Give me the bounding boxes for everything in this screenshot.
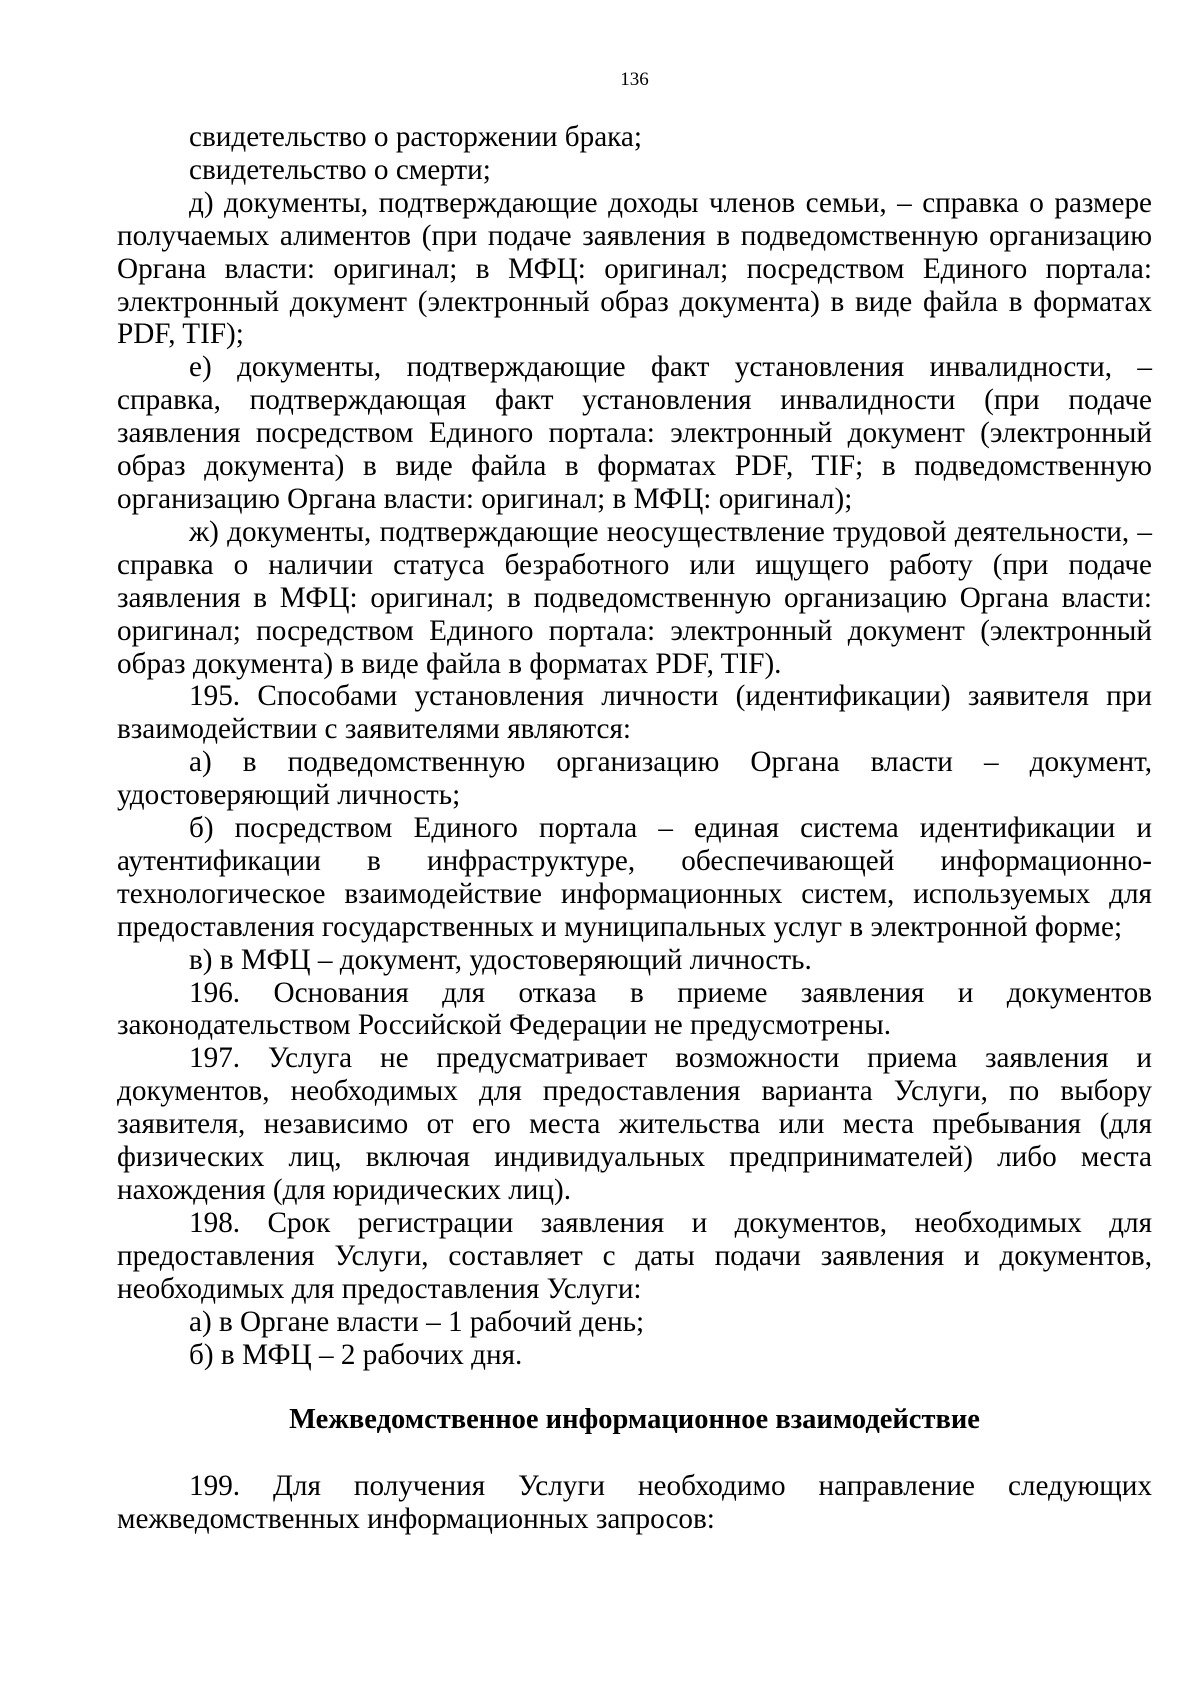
section-heading: Межведомственное информационное взаимодействие [289, 1404, 980, 1436]
paragraph: б) в МФЦ – 2 рабочих дня. [189, 1338, 523, 1371]
paragraph: свидетельство о смерти; [189, 153, 491, 186]
paragraph: 196. Основания для отказа в приеме заявления и документов законодательством Российской Федерации не предусмотрены. [117, 976, 1152, 1042]
paragraph: д) документы, подтверждающие доходы членов семьи, – справка о размере получаемых алиментов (при подаче заявления в подведомственную организацию Органа власти: оригинал; в МФЦ: оригинал; посредством Единого портала: электронный документ (электронный образ документа) в виде файла в форматах PDF, TIF); [117, 186, 1152, 351]
paragraph: 198. Срок регистрации заявления и документов, необходимых для предоставления Услуги, составляет с даты подачи заявления и документов, необходимых для предоставления Услуги: [117, 1206, 1152, 1305]
paragraph: е) документы, подтверждающие факт установления инвалидности, – справка, подтверждающая факт установления инвалидности (при подаче заявления посредством Единого портала: электронный документ (электронный образ документа) в виде файла в форматах PDF, TIF; в подведомственную организацию Органа власти: оригинал; в МФЦ: оригинал); [117, 351, 1152, 515]
paragraph: 195. Способами установления личности (идентификации) заявителя при взаимодействии с заявителями являются: [117, 680, 1152, 746]
paragraph: 199. Для получения Услуги необходимо направление следующих межведомственных информационных запросов: [117, 1470, 1152, 1536]
paragraph: в) в МФЦ – документ, удостоверяющий личность. [189, 943, 812, 976]
paragraph: свидетельство о расторжении брака; [189, 121, 642, 153]
paragraph: б) посредством Единого портала – единая система идентификации и аутентификации в инфраструктуре, обеспечивающей информационно-технологическое взаимодействие информационных систем, используемых для предоставления государственных и муниципальных услуг в электронной форме; [117, 812, 1152, 943]
paragraph: ж) документы, подтверждающие неосуществление трудовой деятельности, – справка о наличии статуса безработного или ищущего работу (при подаче заявления в МФЦ: оригинал; в подведомственную организацию Органа власти: оригинал; посредством Единого портала: электронный документ (электронный образ документа) в виде файла в форматах PDF, TIF). [117, 515, 1152, 680]
paragraph: а) в Органе власти – 1 рабочий день; [189, 1305, 645, 1338]
paragraph: 197. Услуга не предусматривает возможности приема заявления и документов, необходимых для предоставления варианта Услуги, по выбору заявителя, независимо от его места жительства или места пребывания (для физических лиц, включая индивидуальных предпринимателей) либо места нахождения (для юридических лиц). [117, 1042, 1152, 1206]
document-body [117, 121, 1152, 1536]
page-number: 136 [620, 69, 649, 90]
paragraph: а) в подведомственную организацию Органа власти – документ, удостоверяющий личность; [117, 746, 1152, 812]
